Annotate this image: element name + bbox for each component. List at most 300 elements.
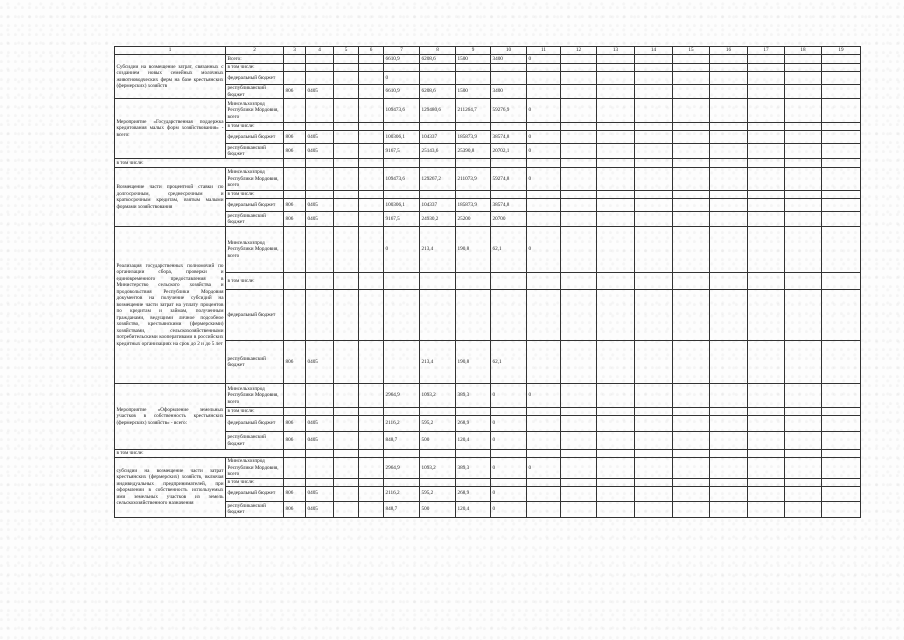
empty-cell xyxy=(822,72,861,85)
value-cell xyxy=(306,55,334,64)
empty-cell xyxy=(561,72,597,85)
value-cell xyxy=(306,123,334,131)
empty-cell xyxy=(597,384,635,408)
value-cell: 3400 xyxy=(491,55,527,64)
value-cell xyxy=(420,159,456,168)
empty-cell xyxy=(822,64,861,72)
value-cell: 6208,6 xyxy=(420,85,456,99)
value-cell xyxy=(306,159,334,168)
table-row xyxy=(115,144,861,159)
value-cell xyxy=(491,123,527,131)
empty-cell xyxy=(561,159,597,168)
empty-cell xyxy=(359,501,384,517)
empty-cell xyxy=(635,191,673,199)
empty-cell xyxy=(748,273,785,290)
funding-source: Минсельхозпрод Республики Мордовия, всего xyxy=(226,227,284,273)
empty-cell xyxy=(635,290,673,341)
header-cell: 5 xyxy=(334,47,359,55)
empty-cell xyxy=(673,144,710,159)
table-row xyxy=(115,341,861,384)
empty-cell xyxy=(748,131,785,144)
empty-cell xyxy=(561,144,597,159)
value-cell xyxy=(384,273,420,290)
empty-cell xyxy=(359,99,384,123)
empty-cell xyxy=(597,227,635,273)
value-cell xyxy=(491,64,527,72)
value-cell: 6208,6 xyxy=(420,55,456,64)
value-cell: 20702,1 xyxy=(491,144,527,159)
empty-cell xyxy=(748,159,785,168)
empty-cell xyxy=(673,341,710,384)
empty-cell xyxy=(822,159,861,168)
value-cell: 1093,2 xyxy=(420,458,456,479)
activity-description: Мероприятие «Государственная поддержка кредитования малых форм хозяйствования» - всего: xyxy=(115,99,226,159)
value-cell xyxy=(527,212,561,227)
empty-cell xyxy=(748,501,785,517)
empty-cell xyxy=(710,159,748,168)
empty-cell xyxy=(597,191,635,199)
empty-cell xyxy=(748,85,785,99)
value-cell: 848,7 xyxy=(384,432,420,450)
empty-cell xyxy=(359,64,384,72)
empty-cell xyxy=(710,501,748,517)
empty-cell xyxy=(635,64,673,72)
empty-cell xyxy=(748,99,785,123)
empty-cell xyxy=(635,273,673,290)
empty-cell xyxy=(822,199,861,212)
empty-cell xyxy=(635,486,673,501)
value-cell: 109473,6 xyxy=(384,99,420,123)
header-cell: 18 xyxy=(785,47,822,55)
value-cell: 1500 xyxy=(456,55,491,64)
value-cell xyxy=(306,99,334,123)
value-cell: 0405 xyxy=(306,85,334,99)
header-cell: 9 xyxy=(456,47,491,55)
value-cell: 0 xyxy=(491,486,527,501)
value-cell xyxy=(284,384,306,408)
empty-cell xyxy=(673,199,710,212)
table-row xyxy=(115,458,861,479)
value-cell xyxy=(284,168,306,191)
empty-cell xyxy=(748,458,785,479)
empty-cell xyxy=(359,290,384,341)
empty-cell xyxy=(597,144,635,159)
value-cell: 213,4 xyxy=(420,341,456,384)
empty-cell xyxy=(673,501,710,517)
value-cell: 0405 xyxy=(306,144,334,159)
empty-cell xyxy=(597,131,635,144)
empty-cell xyxy=(635,432,673,450)
value-cell: 38574,8 xyxy=(491,131,527,144)
empty-cell xyxy=(334,85,359,99)
empty-cell xyxy=(597,159,635,168)
empty-cell xyxy=(561,64,597,72)
empty-cell xyxy=(635,55,673,64)
empty-cell xyxy=(561,416,597,432)
empty-cell xyxy=(561,99,597,123)
value-cell: 0405 xyxy=(306,341,334,384)
value-cell xyxy=(456,290,491,341)
table-row xyxy=(115,290,861,341)
empty-cell xyxy=(597,478,635,486)
empty-cell xyxy=(334,168,359,191)
empty-cell xyxy=(748,123,785,131)
empty-cell xyxy=(359,486,384,501)
header-cell: 14 xyxy=(635,47,673,55)
value-cell: 0 xyxy=(527,227,561,273)
value-cell: 3400 xyxy=(491,85,527,99)
value-cell xyxy=(527,85,561,99)
value-cell xyxy=(420,290,456,341)
empty-cell xyxy=(785,212,822,227)
value-cell xyxy=(491,450,527,458)
empty-cell xyxy=(597,55,635,64)
empty-cell xyxy=(748,191,785,199)
value-cell xyxy=(420,478,456,486)
empty-cell xyxy=(359,450,384,458)
value-cell xyxy=(284,191,306,199)
header-cell: 11 xyxy=(527,47,561,55)
value-cell xyxy=(306,478,334,486)
value-cell xyxy=(456,72,491,85)
empty-cell xyxy=(710,408,748,416)
value-cell: 0 xyxy=(491,416,527,432)
empty-cell xyxy=(748,408,785,416)
empty-cell xyxy=(561,199,597,212)
value-cell: 190,8 xyxy=(456,227,491,273)
empty-cell xyxy=(635,478,673,486)
empty-cell xyxy=(785,72,822,85)
value-cell xyxy=(456,191,491,199)
table-row xyxy=(115,450,861,458)
empty-cell xyxy=(635,85,673,99)
value-cell xyxy=(527,341,561,384)
empty-cell xyxy=(561,486,597,501)
header-cell: 16 xyxy=(710,47,748,55)
activity-description: субсидии на возмещение части затрат крестьянских (фермерских) хозяйств, включая индивидуальных предпринимателей, при оформлении в собственность используемых ими земельных участков из земель сельскохозяйственного назначения xyxy=(115,458,226,518)
empty-cell xyxy=(822,501,861,517)
header-cell: 2 xyxy=(226,47,284,55)
empty-cell xyxy=(673,290,710,341)
empty-cell xyxy=(635,72,673,85)
empty-cell xyxy=(822,85,861,99)
empty-cell xyxy=(561,168,597,191)
empty-cell xyxy=(561,131,597,144)
value-cell: 25200 xyxy=(456,212,491,227)
table-row xyxy=(115,159,861,168)
header-cell: 13 xyxy=(597,47,635,55)
value-cell xyxy=(384,290,420,341)
value-cell xyxy=(284,64,306,72)
empty-cell xyxy=(561,478,597,486)
empty-cell xyxy=(597,168,635,191)
value-cell xyxy=(420,273,456,290)
empty-cell xyxy=(748,486,785,501)
header-cell: 8 xyxy=(420,47,456,55)
empty-cell xyxy=(334,290,359,341)
empty-cell xyxy=(710,486,748,501)
table-row xyxy=(115,273,861,290)
table-row xyxy=(115,131,861,144)
empty-cell xyxy=(597,64,635,72)
empty-cell xyxy=(561,501,597,517)
value-cell: 0 xyxy=(491,501,527,517)
empty-cell xyxy=(334,486,359,501)
empty-cell xyxy=(673,408,710,416)
value-cell: 104337 xyxy=(420,131,456,144)
funding-source: республиканский бюджет xyxy=(226,85,284,99)
empty-cell xyxy=(785,478,822,486)
value-cell xyxy=(384,123,420,131)
value-cell: 59274,8 xyxy=(491,168,527,191)
value-cell xyxy=(456,123,491,131)
value-cell xyxy=(284,227,306,273)
value-cell: 2964,9 xyxy=(384,458,420,479)
empty-cell xyxy=(673,168,710,191)
empty-cell xyxy=(710,273,748,290)
value-cell xyxy=(491,290,527,341)
activity-description: Возмещение части процентной ставки по долгосрочным, среднесрочным и краткосрочным кредитам, взятым малыми формами хозяйствования xyxy=(115,168,226,227)
value-cell: 1093,2 xyxy=(420,384,456,408)
empty-cell xyxy=(748,144,785,159)
empty-cell xyxy=(748,478,785,486)
empty-cell xyxy=(561,55,597,64)
empty-cell xyxy=(822,227,861,273)
empty-cell xyxy=(673,159,710,168)
empty-cell xyxy=(822,212,861,227)
value-cell: 120,4 xyxy=(456,501,491,517)
value-cell: 0 xyxy=(527,144,561,159)
value-cell xyxy=(384,341,420,384)
empty-cell xyxy=(673,191,710,199)
table-row xyxy=(115,478,861,486)
empty-cell xyxy=(673,227,710,273)
empty-cell xyxy=(334,144,359,159)
empty-cell xyxy=(635,144,673,159)
funding-source: Минсельхозпрод Республики Мордовия, всего xyxy=(226,99,284,123)
funding-source: республиканский бюджет xyxy=(226,501,284,517)
value-cell xyxy=(306,227,334,273)
table-row xyxy=(115,384,861,408)
value-cell: 0405 xyxy=(306,486,334,501)
empty-cell xyxy=(748,168,785,191)
empty-cell xyxy=(673,416,710,432)
value-cell: 100306,1 xyxy=(384,199,420,212)
empty-cell xyxy=(673,99,710,123)
value-cell xyxy=(456,159,491,168)
value-cell xyxy=(384,408,420,416)
value-cell: 9167,5 xyxy=(384,144,420,159)
empty-cell xyxy=(635,416,673,432)
empty-cell xyxy=(673,384,710,408)
empty-cell xyxy=(561,123,597,131)
funding-source: в том числе: xyxy=(226,273,284,290)
value-cell: 806 xyxy=(284,416,306,432)
empty-cell xyxy=(785,290,822,341)
funding-source: федеральный бюджет xyxy=(226,486,284,501)
value-cell: 389,3 xyxy=(456,458,491,479)
funding-source: Всего: xyxy=(226,55,284,64)
value-cell xyxy=(527,432,561,450)
funding-source: федеральный бюджет xyxy=(226,131,284,144)
funding-source: в том числе: xyxy=(226,123,284,131)
value-cell xyxy=(384,159,420,168)
empty-cell xyxy=(597,99,635,123)
empty-cell xyxy=(710,290,748,341)
empty-cell xyxy=(561,85,597,99)
value-cell xyxy=(527,486,561,501)
empty-cell xyxy=(359,478,384,486)
empty-cell xyxy=(635,384,673,408)
value-cell: 185873,9 xyxy=(456,199,491,212)
empty-cell xyxy=(822,168,861,191)
table-row xyxy=(115,55,861,64)
header-cell: 10 xyxy=(491,47,527,55)
empty-cell xyxy=(334,55,359,64)
empty-cell xyxy=(785,144,822,159)
value-cell xyxy=(491,191,527,199)
empty-cell xyxy=(748,384,785,408)
empty-cell xyxy=(673,131,710,144)
funding-source: в том числе: xyxy=(226,408,284,416)
empty-cell xyxy=(359,432,384,450)
empty-cell xyxy=(334,416,359,432)
value-cell: 190,8 xyxy=(456,341,491,384)
value-cell: 595,2 xyxy=(420,486,456,501)
empty-cell xyxy=(561,212,597,227)
table-row xyxy=(115,64,861,72)
value-cell xyxy=(527,191,561,199)
empty-cell xyxy=(359,191,384,199)
value-cell: 0 xyxy=(491,458,527,479)
table-row xyxy=(115,123,861,131)
empty-cell xyxy=(673,123,710,131)
empty-cell xyxy=(748,55,785,64)
value-cell xyxy=(527,123,561,131)
value-cell: 806 xyxy=(284,144,306,159)
empty-cell xyxy=(710,123,748,131)
table-body xyxy=(115,47,861,518)
value-cell: 806 xyxy=(284,131,306,144)
value-cell: 25143,6 xyxy=(420,144,456,159)
value-cell: 0 xyxy=(527,55,561,64)
empty-cell xyxy=(785,501,822,517)
empty-cell xyxy=(673,64,710,72)
empty-cell xyxy=(359,458,384,479)
empty-cell xyxy=(710,72,748,85)
value-cell: 104337 xyxy=(420,199,456,212)
value-cell: 0405 xyxy=(306,212,334,227)
value-cell xyxy=(527,501,561,517)
value-cell: 213,4 xyxy=(420,227,456,273)
value-cell xyxy=(456,273,491,290)
empty-cell xyxy=(822,486,861,501)
value-cell: 806 xyxy=(284,432,306,450)
value-cell: 500 xyxy=(420,501,456,517)
empty-cell xyxy=(822,478,861,486)
table-row xyxy=(115,212,861,227)
value-cell: 0405 xyxy=(306,501,334,517)
budget-table xyxy=(114,46,861,518)
table-row xyxy=(115,416,861,432)
empty-cell xyxy=(334,478,359,486)
header-cell: 6 xyxy=(359,47,384,55)
value-cell: 806 xyxy=(284,486,306,501)
table-row xyxy=(115,486,861,501)
empty-cell xyxy=(334,384,359,408)
empty-cell xyxy=(710,432,748,450)
value-cell: 0 xyxy=(384,227,420,273)
table-row xyxy=(115,168,861,191)
value-cell xyxy=(420,64,456,72)
value-cell xyxy=(456,408,491,416)
empty-cell xyxy=(822,458,861,479)
empty-cell xyxy=(673,85,710,99)
value-cell: 62,1 xyxy=(491,227,527,273)
header-cell: 19 xyxy=(822,47,861,55)
empty-cell xyxy=(710,168,748,191)
value-cell xyxy=(420,123,456,131)
empty-cell xyxy=(822,408,861,416)
empty-cell xyxy=(597,72,635,85)
empty-cell xyxy=(822,191,861,199)
empty-cell xyxy=(597,123,635,131)
empty-cell xyxy=(822,144,861,159)
value-cell xyxy=(306,64,334,72)
empty-cell xyxy=(359,199,384,212)
empty-cell xyxy=(359,85,384,99)
empty-cell xyxy=(359,55,384,64)
empty-cell xyxy=(597,85,635,99)
value-cell: 0405 xyxy=(306,416,334,432)
empty-cell xyxy=(785,227,822,273)
funding-source: в том числе: xyxy=(226,64,284,72)
value-cell xyxy=(384,64,420,72)
value-cell: 0 xyxy=(527,384,561,408)
activity-description: Субсидии на возмещение затрат, связанных с созданием новых семейных молочных животноводческих ферм на базе крестьянских (фермерских) хозяйств xyxy=(115,55,226,99)
value-cell: 6610,9 xyxy=(384,55,420,64)
empty-cell xyxy=(710,191,748,199)
empty-cell xyxy=(597,199,635,212)
funding-source: республиканский бюджет xyxy=(226,144,284,159)
value-cell xyxy=(384,478,420,486)
header-row xyxy=(115,47,861,55)
value-cell: 806 xyxy=(284,501,306,517)
value-cell xyxy=(284,273,306,290)
value-cell: 0 xyxy=(527,458,561,479)
empty-cell xyxy=(359,227,384,273)
empty-cell xyxy=(748,432,785,450)
empty-cell xyxy=(597,212,635,227)
empty-cell xyxy=(673,478,710,486)
empty-cell xyxy=(561,341,597,384)
value-cell: 389,3 xyxy=(456,384,491,408)
empty-cell xyxy=(822,273,861,290)
value-cell xyxy=(306,168,334,191)
value-cell xyxy=(420,450,456,458)
empty-cell xyxy=(334,191,359,199)
empty-cell xyxy=(597,450,635,458)
empty-cell xyxy=(673,432,710,450)
empty-cell xyxy=(359,168,384,191)
value-cell: 0405 xyxy=(306,199,334,212)
empty-cell xyxy=(334,458,359,479)
value-cell xyxy=(527,72,561,85)
value-cell xyxy=(456,478,491,486)
funding-source: федеральный бюджет xyxy=(226,199,284,212)
funding-source: Минсельхозпрод Республики Мордовия, всего xyxy=(226,384,284,408)
empty-cell xyxy=(561,432,597,450)
